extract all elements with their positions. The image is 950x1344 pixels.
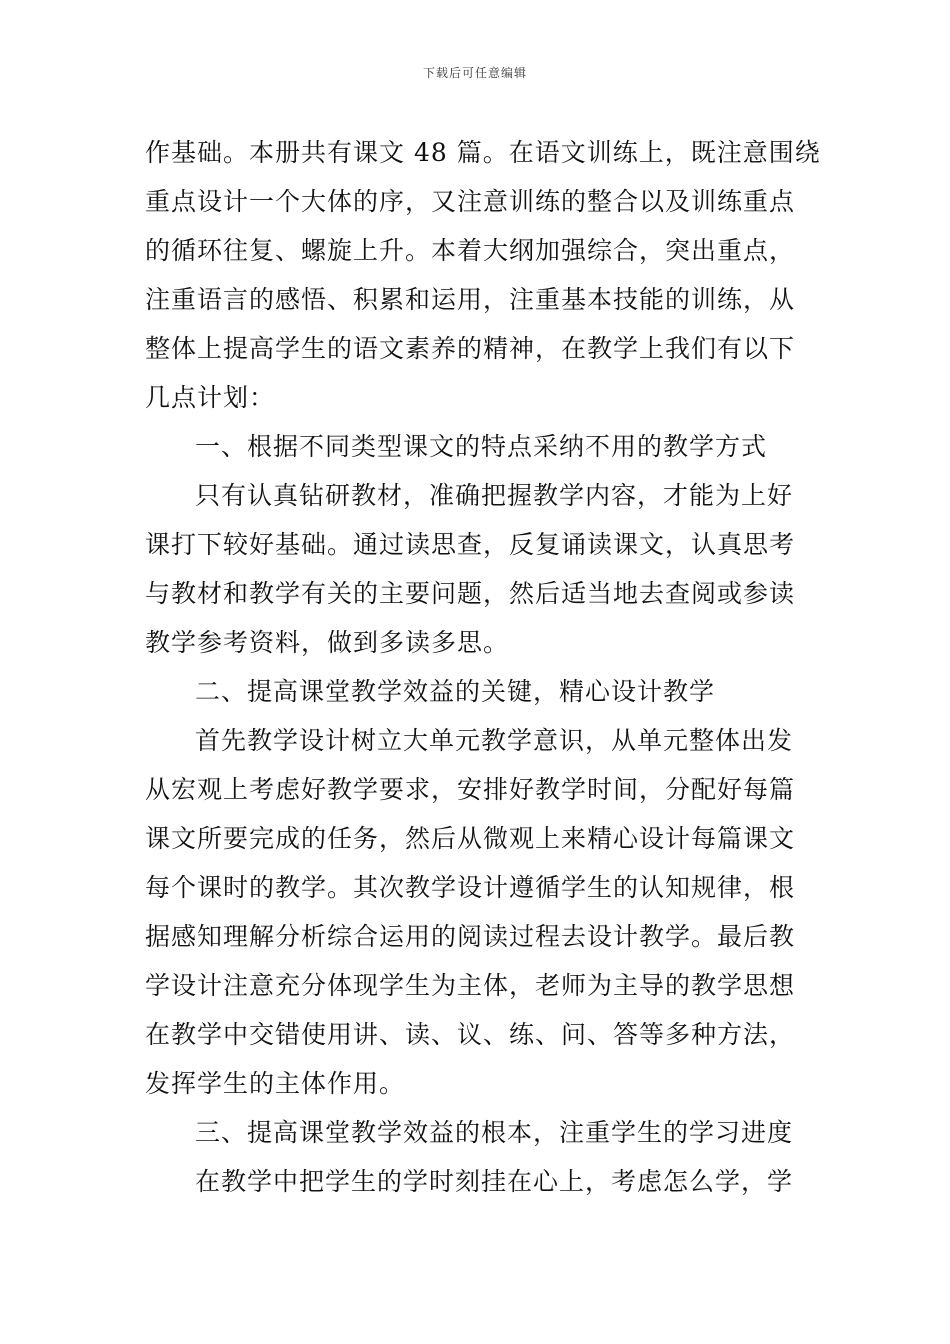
text-line: 从宏观上考虑好教学要求，安排好教学时间，分配好每篇: [145, 775, 796, 804]
text-line: 每个课时的教学。其次教学设计遵循学生的认知规律，根: [145, 873, 796, 902]
text-line: 在教学中把学生的学时刻挂在心上，考虑怎么学，学: [195, 1167, 794, 1196]
text-line: 发挥学生的主体作用。: [145, 1069, 406, 1098]
text-line: 几点计划：: [145, 383, 276, 412]
text-line: 三、提高课堂教学效益的根本，注重学生的学习进度: [195, 1118, 794, 1147]
text-line: 二、提高课堂教学效益的关键，精心设计教学: [195, 677, 716, 706]
text-line: 教学参考资料，做到多读多思。: [145, 628, 510, 657]
text-line: 重点设计一个大体的序，又注意训练的整合以及训练重点: [145, 187, 796, 216]
document-body: [145, 128, 821, 1206]
text-line: 作基础。本册共有课文 48 篇。在语文训练上，既注意围绕: [145, 138, 821, 167]
text-line: 课打下较好基础。通过读思查，反复诵读课文，认真思考: [145, 530, 796, 559]
text-line: 注重语言的感悟、积累和运用，注重基本技能的训练，从: [145, 285, 796, 314]
text-line: 只有认真钻研教材，准确把握教学内容，才能为上好: [195, 481, 794, 510]
text-line: 学设计注意充分体现学生为主体，老师为主导的教学思想: [145, 971, 796, 1000]
text-line: 整体上提高学生的语文素养的精神，在教学上我们有以下: [145, 334, 796, 363]
text-line: 与教材和教学有关的主要问题，然后适当地去查阅或参读: [145, 579, 796, 608]
text-line: 的循环往复、螺旋上升。本着大纲加强综合，突出重点，: [145, 236, 796, 265]
text-line: 首先教学设计树立大单元教学意识，从单元整体出发: [195, 726, 794, 755]
text-line: 课文所要完成的任务，然后从微观上来精心设计每篇课文: [145, 824, 796, 853]
text-line: 据感知理解分析综合运用的阅读过程去设计教学。最后教: [145, 922, 796, 951]
text-line: 一、根据不同类型课文的特点采纳不用的教学方式: [195, 432, 768, 461]
page-header-note: 下载后可任意编辑: [422, 66, 527, 80]
text-line: 在教学中交错使用讲、读、议、练、问、答等多种方法，: [145, 1020, 796, 1049]
